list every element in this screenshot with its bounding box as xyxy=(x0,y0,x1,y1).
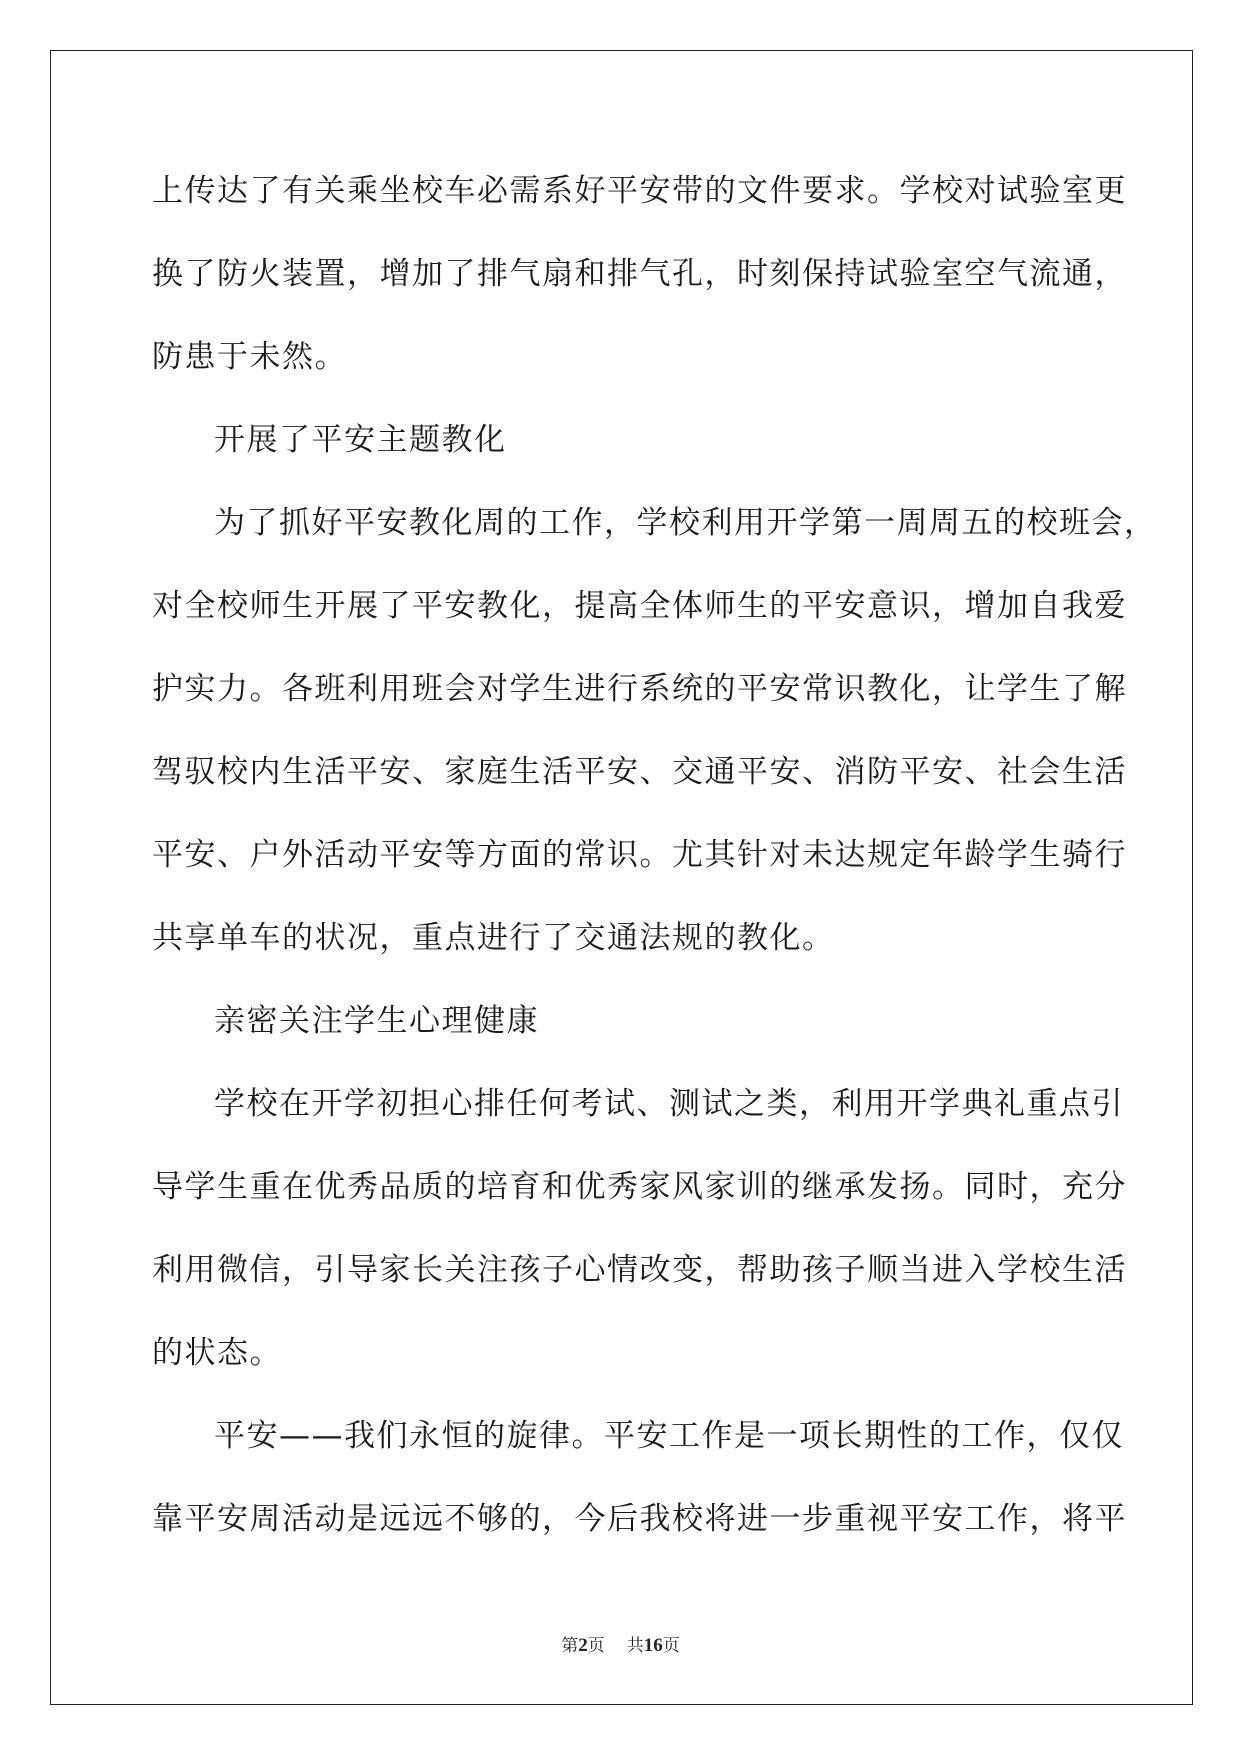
total-pages: 16 xyxy=(643,1635,663,1656)
body-line: 对全校师生开展了平安教化，提高全体师生的平安意识，增加自我爱 xyxy=(152,588,1127,624)
body-line: 利用微信，引导家长关注孩子心情改变，帮助孩子顺当进入学校生活 xyxy=(152,1252,1127,1288)
body-line: 平安、户外活动平安等方面的常识。尤其针对未达规定年龄学生骑行 xyxy=(152,837,1127,873)
body-line: 上传达了有关乘坐校车必需系好平安带的文件要求。学校对试验室更 xyxy=(152,173,1127,209)
section-heading: 开展了平安主题教化 xyxy=(214,422,507,458)
body-line: 导学生重在优秀品质的培育和优秀家风家训的继承发扬。同时，充分 xyxy=(152,1169,1127,1205)
body-line: 的状态。 xyxy=(152,1335,282,1371)
body-line: 护实力。各班利用班会对学生进行系统的平安常识教化，让学生了解 xyxy=(152,671,1127,707)
page-number: 2 xyxy=(578,1635,588,1656)
document-body xyxy=(152,150,1157,1561)
body-line: 靠平安周活动是远远不够的，今后我校将进一步重视平安工作，将平 xyxy=(152,1501,1127,1537)
page-suffix: 页 xyxy=(587,1636,605,1656)
body-line: 共享单车的状况，重点进行了交通法规的教化。 xyxy=(152,920,835,956)
paragraph-start-line: 为了抓好平安教化周的工作，学校利用开学第一周周五的校班会， xyxy=(214,505,1157,541)
body-line: 换了防火装置，增加了排气扇和排气孔，时刻保持试验室空气流通， xyxy=(152,256,1127,292)
paragraph-start-line: 学校在开学初担心排任何考试、测试之类，利用开学典礼重点引 xyxy=(214,1086,1124,1122)
total-prefix: 共 xyxy=(626,1636,644,1656)
body-line: 驾驭校内生活平安、家庭生活平安、交通平安、消防平安、社会生活 xyxy=(152,754,1127,790)
section-heading: 亲密关注学生心理健康 xyxy=(214,1003,539,1039)
body-line: 防患于未然。 xyxy=(152,339,347,375)
paragraph-start-line: 平安——我们永恒的旋律。平安工作是一项长期性的工作，仅仅 xyxy=(214,1418,1124,1454)
page-footer xyxy=(0,1631,1241,1657)
total-suffix: 页 xyxy=(662,1636,680,1656)
page-prefix: 第 xyxy=(561,1636,579,1656)
